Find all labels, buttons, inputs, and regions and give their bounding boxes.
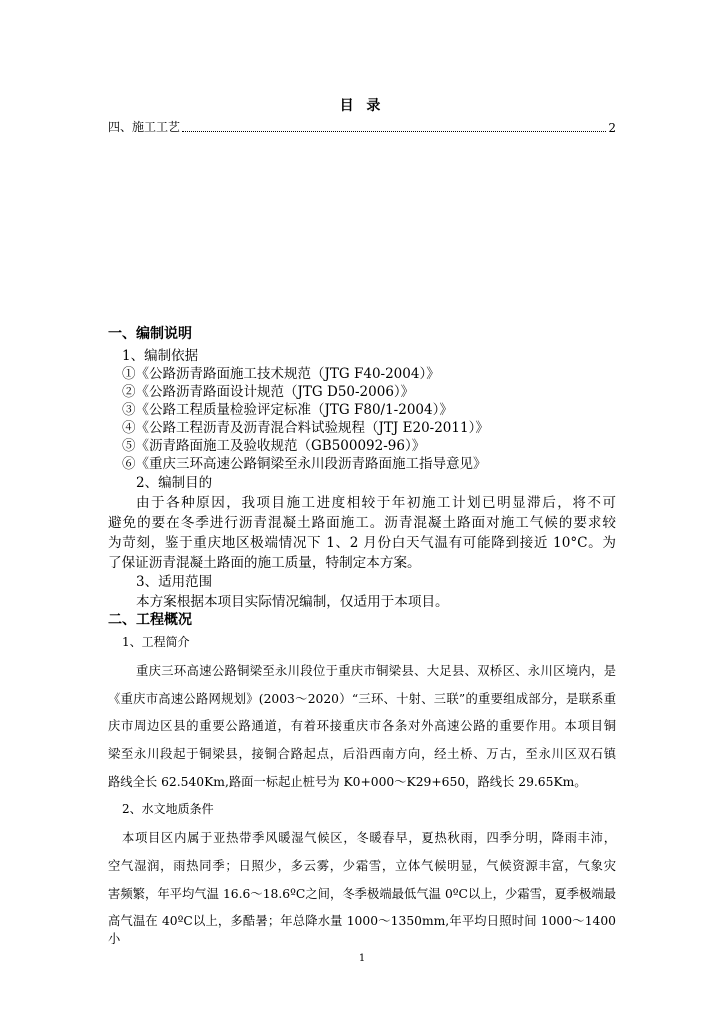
paragraph-line: 《重庆市高速公路网规划》(2003～2020）“三环、十射、三联”的重要组成部分，是联系重 bbox=[108, 692, 616, 706]
paragraph-line: 庆市周边区县的重要公路通道，有着环接重庆市各条对外高速公路的重要作用。本项目铜 bbox=[108, 719, 616, 733]
toc-entry[interactable] bbox=[108, 118, 616, 135]
toc-title: 目 录 bbox=[339, 98, 385, 114]
subheading-hydro: 2、水文地质条件 bbox=[122, 802, 214, 816]
page-number: 1 bbox=[358, 953, 366, 964]
paragraph-line: 重庆三环高速公路铜梁至永川段位于重庆市铜梁县、大足县、双桥区、永川区境内，是 bbox=[136, 664, 616, 678]
section-heading-1: 一、编制说明 bbox=[108, 326, 192, 342]
toc-entry-label: 四、施工工艺 bbox=[108, 120, 181, 134]
section-heading-2: 二、工程概况 bbox=[108, 612, 192, 628]
paragraph-line: 了保证沥青混凝土路面的施工质量，特制定本方案。 bbox=[108, 555, 421, 571]
paragraph-line: 梁至永川段起于铜梁县，接铜合路起点，后沿西南方向，经土桥、万古，至永川区双石镇 bbox=[108, 747, 616, 761]
reference-item: ②《公路沥青路面设计规范（JTG D50-2006）》 bbox=[122, 384, 415, 400]
toc-leader-dots bbox=[182, 130, 606, 132]
paragraph-line: 高气温在 40ºC以上，多酷暑；年总降水量 1000～1350mm,年平均日照时间 1000～1400 小 bbox=[108, 914, 616, 946]
paragraph-line: 避免的要在冬季进行沥青混凝土路面施工。沥青混凝土路面对施工气候的要求较 bbox=[108, 515, 616, 531]
reference-item: ⑤《沥青路面施工及验收规范（GB500092-96）》 bbox=[122, 438, 426, 454]
reference-item: ③《公路工程质量检验评定标准（JTG F80/1-2004）》 bbox=[122, 402, 453, 418]
subheading-intro: 1、工程简介 bbox=[122, 635, 190, 649]
paragraph-line: 本方案根据本项目实际情况编制，仅适用于本项目。 bbox=[136, 594, 449, 610]
paragraph-line: 害频繁，年平均气温 16.6～18.6ºC之间，冬季极端最低气温 0ºC以上，少霜雪，夏季极端最 bbox=[108, 887, 616, 901]
subheading-basis: 1、编制依据 bbox=[122, 348, 199, 364]
paragraph-line: 为苛刻，鉴于重庆地区极端情况下 1、2 月份白天气温有可能降到接近 10°C。为 bbox=[108, 535, 616, 551]
paragraph-line: 空气湿润，雨热同季；日照少，多云雾，少霜雪，立体气候明显，气候资源丰富，气象灾 bbox=[108, 859, 616, 873]
reference-item: ⑥《重庆三环高速公路铜梁至永川段沥青路面施工指导意见》 bbox=[122, 456, 487, 472]
subheading-purpose: 2、编制目的 bbox=[136, 475, 213, 491]
paragraph-line: 由于各种原因，我项目施工进度相较于年初施工计划已明显滞后，将不可 bbox=[136, 495, 616, 511]
paragraph-line: 路线全长 62.540Km,路面一标起止桩号为 K0+000～K29+650，路线长 29.65Km。 bbox=[108, 775, 587, 789]
subheading-scope: 3、适用范围 bbox=[136, 574, 213, 590]
reference-item: ①《公路沥青路面施工技术规范（JTG F40-2004）》 bbox=[122, 366, 440, 382]
toc-entry-page: 2 bbox=[608, 121, 616, 135]
paragraph-line: 本项目区内属于亚热带季风暖湿气候区，冬暖春早，夏热秋雨，四季分明，降雨丰沛， bbox=[122, 831, 616, 845]
reference-item: ④《公路工程沥青及沥青混合料试验规程（JTJ E20-2011）》 bbox=[122, 420, 489, 436]
